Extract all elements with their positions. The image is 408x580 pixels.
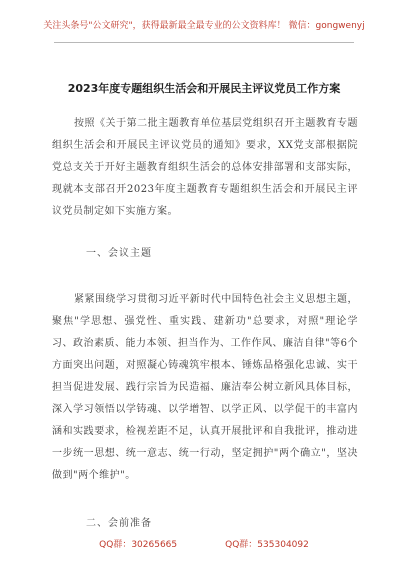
footer-qq-groups [0, 537, 408, 550]
meeting-theme-paragraph: 紧紧围绕学习贯彻习近平新时代中国特色社会主义思想主题，聚焦"学思想、强党性、重实践、建新功"总要求，对照"理论学习、政治素质、能力本领、担当作为、工作作风、廉洁自律"等6个方面突出问题，对照凝心铸魂筑牢根本、锤炼品格强化忠诚、实干担当促进发展、践行宗旨为民造福、廉洁奉公树立新风具体目标，深入学习领悟以学铸魂、以学增智、以学正风、以学促干的丰富内涵和实践要求，检视差距不足，认真开展批评和自我批评，推动进一步统一思想、统一意志、统一行动，坚定拥护"两个确立"，坚决做到"两个维护"。 [52, 294, 358, 481]
footer-qq-group-1: QQ群：30265665 [99, 540, 178, 550]
section-heading-meeting-theme: 一、会议主题 [86, 248, 152, 259]
intro-paragraph: 按照《关于第二批主题教育单位基层党组织召开主题教育专题组织生活会和开展民主评议党员的通知》要求，XX党支部根据院党总支关于开好主题教育组织生活会的总体安排部署和支部实际，现就本支部召开2023年度主题教育专题组织生活会和开展民主评议党员制定如下实施方案。 [52, 118, 358, 217]
section-heading-preparation: 二、会前准备 [86, 518, 152, 529]
footer-qq-group-2: QQ群：535304092 [225, 540, 309, 550]
document-title: 2023年度专题组织生活会和开展民主评议党员工作方案 [67, 82, 341, 95]
header-notice: 关注头条号"公文研究"，获得最新最全最专业的公文资料库！ 微信：gongwenyj [43, 21, 365, 31]
document-body [52, 113, 358, 535]
header-divider [54, 42, 354, 43]
